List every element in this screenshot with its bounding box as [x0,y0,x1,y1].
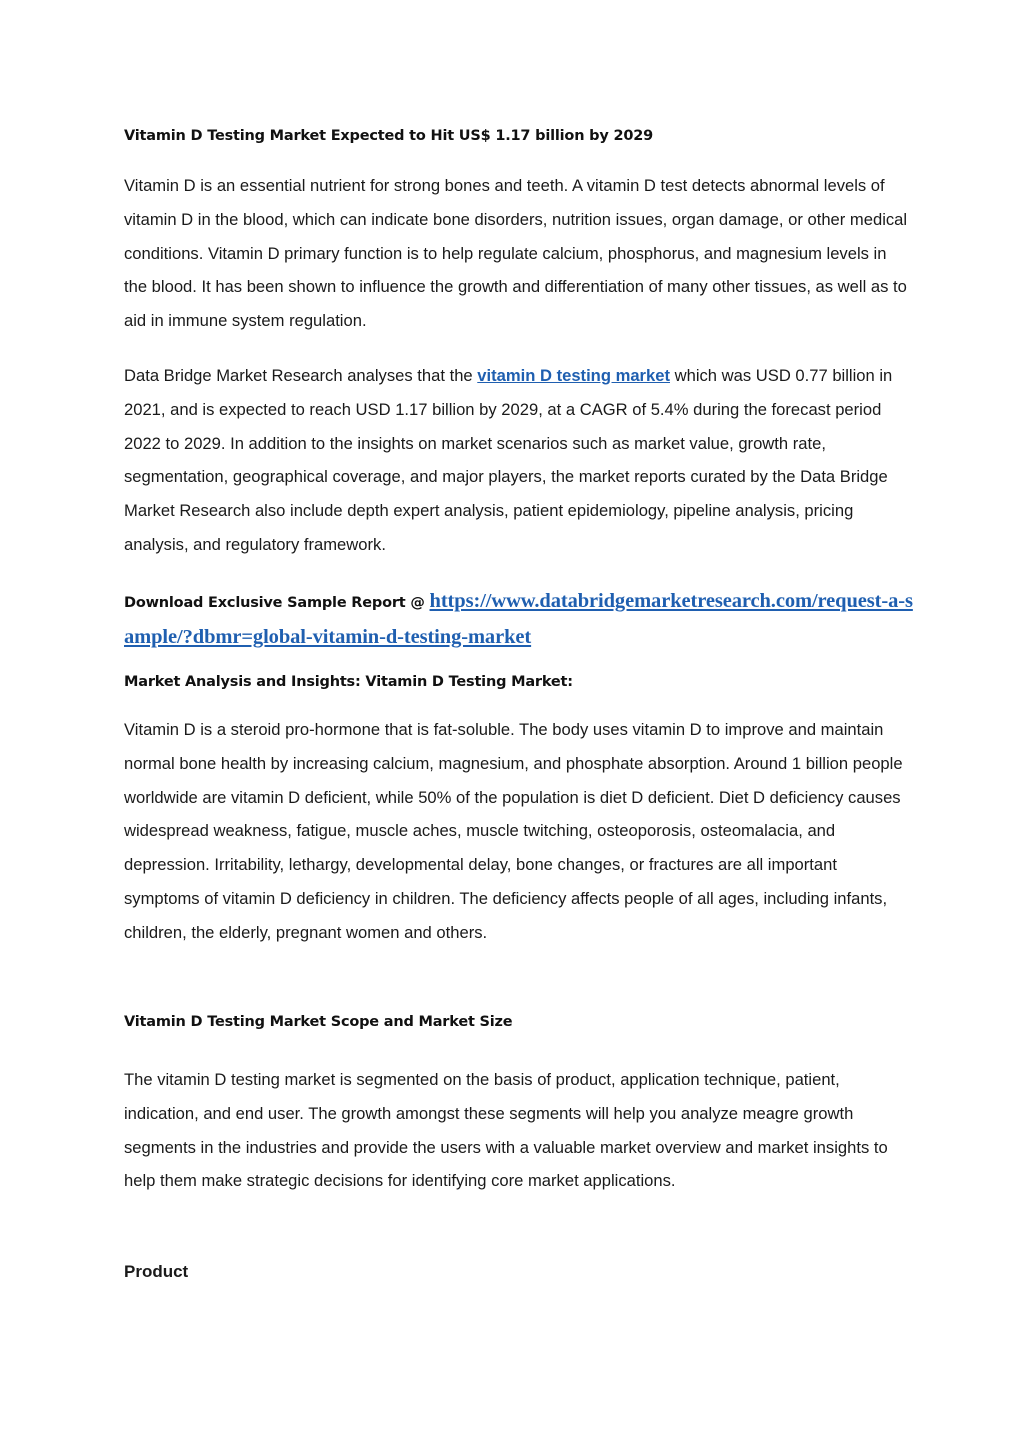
analysis-paragraph [124,359,914,562]
vitamin-d-testing-market-link[interactable]: vitamin D testing market [477,366,670,385]
scope-heading: Vitamin D Testing Market Scope and Market Size [124,1014,513,1030]
document-title: Vitamin D Testing Market Expected to Hit US$ 1.17 billion by 2029 [124,128,653,144]
sample-report-url-link[interactable]: https://www.databridgemarketresearch.com/request-a-sample/?dbmr=global-vitamin-d-testing-market [124,590,913,648]
download-sample-line [124,584,914,656]
download-sample-label: Download Exclusive Sample Report @ [124,595,430,611]
intro-paragraph: Vitamin D is an essential nutrient for strong bones and teeth. A vitamin D test detects abnormal levels of vitamin D in the blood, which can indicate bone disorders, nutrition issues, organ damage, or other medical conditions. Vitamin D primary function is to help regulate calcium, phosphorus, and magnesium levels in the blood. It has been shown to influence the growth and differentiation of many other tissues, as well as to aid in immune system regulation. [124,176,908,331]
scope-paragraph: The vitamin D testing market is segmented on the basis of product, application technique, patient, indication, and end user. The growth amongst these segments will help you analyze meagre growth segments in the industries and provide the users with a valuable market overview and market insights to help them make strategic decisions for identifying core market applications. [124,1070,888,1191]
insights-heading: Market Analysis and Insights: Vitamin D Testing Market: [124,674,573,690]
analysis-text-before-link: Data Bridge Market Research analyses that the [124,366,478,385]
insights-paragraph: Vitamin D is a steroid pro-hormone that is fat-soluble. The body uses vitamin D to improve and maintain normal bone health by increasing calcium, magnesium, and phosphate absorption. Around 1 billion people worldwide are vitamin D deficient, while 50% of the population is diet D deficient. Diet D deficiency causes widespread weakness, fatigue, muscle aches, muscle twitching, osteoporosis, osteomalacia, and depression. Irritability, lethargy, developmental delay, bone changes, or fractures are all important symptoms of vitamin D deficiency in children. The deficiency affects people of all ages, including infants, children, the elderly, pregnant women and others. [124,720,903,942]
product-heading: Product [124,1262,189,1281]
analysis-text-after-link: which was USD 0.77 billion in 2021, and is expected to reach USD 1.17 billion by 2029, at a CAGR of 5.4% during the forecast period 2022 to 2029. In addition to the insights on market scenarios such as market value, growth rate, segmentation, geographical coverage, and major players, the market reports curated by the Data Bridge Market Research also include depth expert analysis, patient epidemiology, pipeline analysis, pricing analysis, and regulatory framework. [124,366,893,554]
